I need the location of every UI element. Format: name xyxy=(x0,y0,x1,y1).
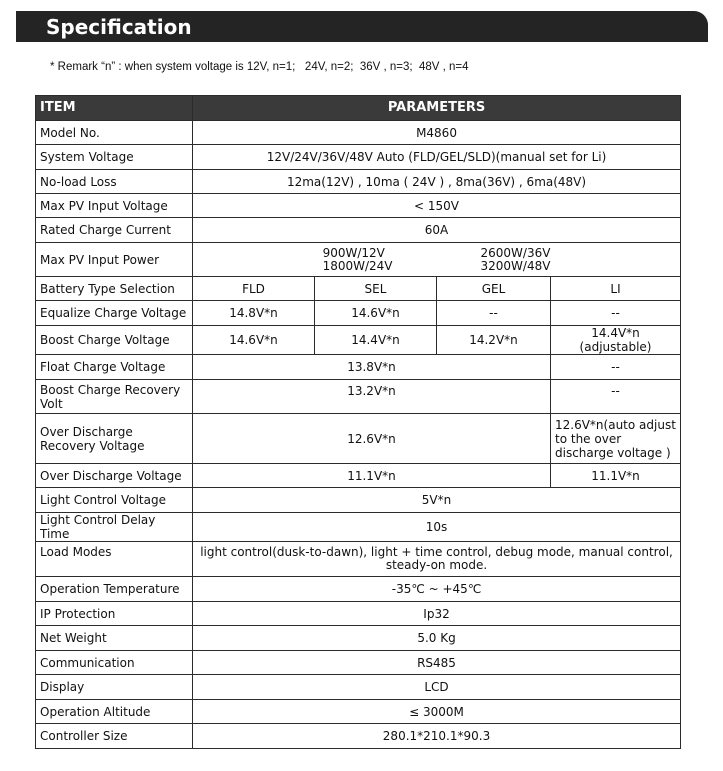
row-value: -35℃ ~ +45℃ xyxy=(193,577,681,602)
table-row xyxy=(36,724,681,749)
table-row xyxy=(36,577,681,602)
pv-power-24v: 1800W/24V xyxy=(322,258,393,273)
table-row xyxy=(36,326,681,355)
table-row xyxy=(36,145,681,170)
table-row xyxy=(36,464,681,488)
row-label: Max PV Input Power xyxy=(36,243,193,277)
over-discharge-li: 11.1V*n xyxy=(551,464,681,488)
row-label: Over Discharge Voltage xyxy=(36,464,193,488)
pv-power-36v: 2600W/36V xyxy=(480,245,551,260)
row-label: Boost Charge Recovery Volt xyxy=(36,380,193,414)
row-label: Controller Size xyxy=(36,724,193,749)
over-discharge-recovery-li: 12.6V*n(auto adjust to the over discharge voltage ) xyxy=(551,414,681,464)
row-label: Battery Type Selection xyxy=(36,277,193,301)
header-item: ITEM xyxy=(36,96,193,121)
table-row xyxy=(36,170,681,194)
row-label: Boost Charge Voltage xyxy=(36,326,193,355)
row-label: Rated Charge Current xyxy=(36,218,193,243)
battery-gel: GEL xyxy=(437,277,551,301)
row-label: Operation Temperature xyxy=(36,577,193,602)
row-label: Max PV Input Voltage xyxy=(36,194,193,218)
pv-power-12v: 900W/12V xyxy=(322,245,385,260)
header-parameters: PARAMETERS xyxy=(193,96,681,121)
pv-power-48v: 3200W/48V xyxy=(480,258,551,273)
row-label: No-load Loss xyxy=(36,170,193,194)
row-label: Float Charge Voltage xyxy=(36,355,193,380)
table-row xyxy=(36,602,681,626)
pv-power-group-high xyxy=(481,247,551,273)
remark-note: * Remark “n” : when system voltage is 12V, n=1; 24V, n=2; 36V , n=3; 48V , n=4 xyxy=(50,61,469,73)
row-label: Operation Altitude xyxy=(36,700,193,724)
equalize-li: -- xyxy=(551,301,681,326)
table-row xyxy=(36,277,681,301)
table-row xyxy=(36,651,681,675)
table-row xyxy=(36,675,681,700)
battery-fld: FLD xyxy=(193,277,315,301)
table-row xyxy=(36,243,681,277)
spec-table xyxy=(35,95,681,749)
row-value: 12V/24V/36V/48V Auto (FLD/GEL/SLD)(manual set for Li) xyxy=(193,145,681,170)
equalize-fld: 14.8V*n xyxy=(193,301,315,326)
boost-li: 14.4V*n (adjustable) xyxy=(551,326,681,355)
row-value: 13.2V*n xyxy=(193,380,551,414)
row-label: IP Protection xyxy=(36,602,193,626)
boost-fld: 14.6V*n xyxy=(193,326,315,355)
row-value: 12.6V*n xyxy=(193,414,551,464)
equalize-sel: 14.6V*n xyxy=(315,301,437,326)
table-row xyxy=(36,488,681,513)
boost-sel: 14.4V*n xyxy=(315,326,437,355)
row-value: < 150V xyxy=(193,194,681,218)
row-value: LCD xyxy=(193,675,681,700)
table-row xyxy=(36,700,681,724)
row-value: RS485 xyxy=(193,651,681,675)
row-label: Net Weight xyxy=(36,626,193,651)
table-row xyxy=(36,542,681,577)
row-value: 10s xyxy=(193,513,681,542)
table-row xyxy=(36,414,681,464)
row-value: 280.1*210.1*90.3 xyxy=(193,724,681,749)
row-label: Model No. xyxy=(36,121,193,145)
row-value: Ip32 xyxy=(193,602,681,626)
row-label: Light Control Voltage xyxy=(36,488,193,513)
row-label: Communication xyxy=(36,651,193,675)
table-row xyxy=(36,626,681,651)
table-row xyxy=(36,218,681,243)
row-label: Equalize Charge Voltage xyxy=(36,301,193,326)
row-value: 60A xyxy=(193,218,681,243)
row-label: Over Discharge Recovery Voltage xyxy=(36,414,193,464)
row-value: 11.1V*n xyxy=(193,464,551,488)
table-row xyxy=(36,380,681,414)
table-row xyxy=(36,194,681,218)
table-row xyxy=(36,121,681,145)
row-label: Light Control Delay Time xyxy=(36,513,193,542)
page-title: Specification xyxy=(46,15,192,39)
row-label: Display xyxy=(36,675,193,700)
pv-power-cell xyxy=(193,243,681,277)
row-label: Load Modes xyxy=(36,542,193,577)
equalize-gel: -- xyxy=(437,301,551,326)
table-row xyxy=(36,355,681,380)
row-value: 13.8V*n xyxy=(193,355,551,380)
title-bar xyxy=(16,11,708,42)
row-value: M4860 xyxy=(193,121,681,145)
row-value: ≤ 3000M xyxy=(193,700,681,724)
float-li: -- xyxy=(551,355,681,380)
battery-li: LI xyxy=(551,277,681,301)
table-row xyxy=(36,301,681,326)
row-value: 12ma(12V) , 10ma ( 24V ) , 8ma(36V) , 6ma(48V) xyxy=(193,170,681,194)
pv-power-group-low xyxy=(323,247,393,273)
boost-recovery-li: -- xyxy=(551,380,681,414)
table-row xyxy=(36,513,681,542)
battery-sel: SEL xyxy=(315,277,437,301)
row-value: 5.0 Kg xyxy=(193,626,681,651)
row-value: 5V*n xyxy=(193,488,681,513)
boost-gel: 14.2V*n xyxy=(437,326,551,355)
row-label: System Voltage xyxy=(36,145,193,170)
table-header-row xyxy=(36,96,681,121)
row-value: light control(dusk-to-dawn), light + time control, debug mode, manual control, steady-on mode. xyxy=(193,542,681,577)
